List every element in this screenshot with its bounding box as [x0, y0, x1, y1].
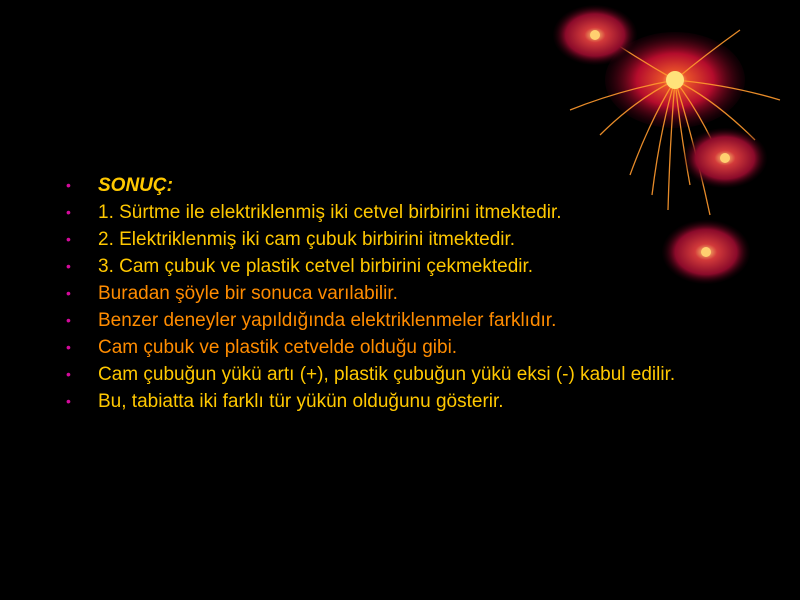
bullet-item	[66, 391, 746, 412]
firework-burst-small-top	[553, 5, 637, 65]
bullet-item	[66, 229, 746, 250]
bullet-text: Cam çubuğun yükü artı (+), plastik çubuğun yükü eksi (-) kabul edilir.	[98, 364, 676, 385]
bullet-dot: •	[66, 393, 71, 409]
bullet-dot: •	[66, 285, 71, 301]
bullet-dot: •	[66, 177, 71, 193]
bullet-text: Bu, tabiatta iki farklı tür yükün olduğunu gösterir.	[98, 391, 504, 412]
bullet-dot: •	[66, 204, 71, 220]
bullet-text: 1. Sürtme ile elektriklenmiş iki cetvel birbirini itmektedir.	[98, 202, 562, 223]
bullet-item	[66, 256, 746, 277]
bullet-dot: •	[66, 258, 71, 274]
bullet-text: Benzer deneyler yapıldığında elektriklenmeler farklıdır.	[98, 310, 557, 331]
bullet-text: 3. Cam çubuk ve plastik cetvel birbirini çekmektedir.	[98, 256, 534, 277]
bullet-item-heading	[66, 175, 746, 196]
bullet-dot: •	[66, 339, 71, 355]
bullet-text: SONUÇ:	[98, 175, 173, 196]
bullet-item	[66, 283, 746, 304]
bullet-text: 2. Elektriklenmiş iki cam çubuk birbirini itmektedir.	[98, 229, 516, 250]
bullet-item	[66, 364, 746, 385]
bullet-dot: •	[66, 231, 71, 247]
bullet-item	[66, 202, 746, 223]
bullet-item	[66, 337, 746, 358]
bullet-text: Buradan şöyle bir sonuca varılabilir.	[98, 283, 398, 304]
bullet-dot: •	[66, 312, 71, 328]
bullet-item	[66, 310, 746, 331]
bullet-list	[66, 175, 746, 418]
bullet-dot: •	[66, 366, 71, 382]
bullet-text: Cam çubuk ve plastik cetvelde olduğu gibi.	[98, 337, 458, 358]
